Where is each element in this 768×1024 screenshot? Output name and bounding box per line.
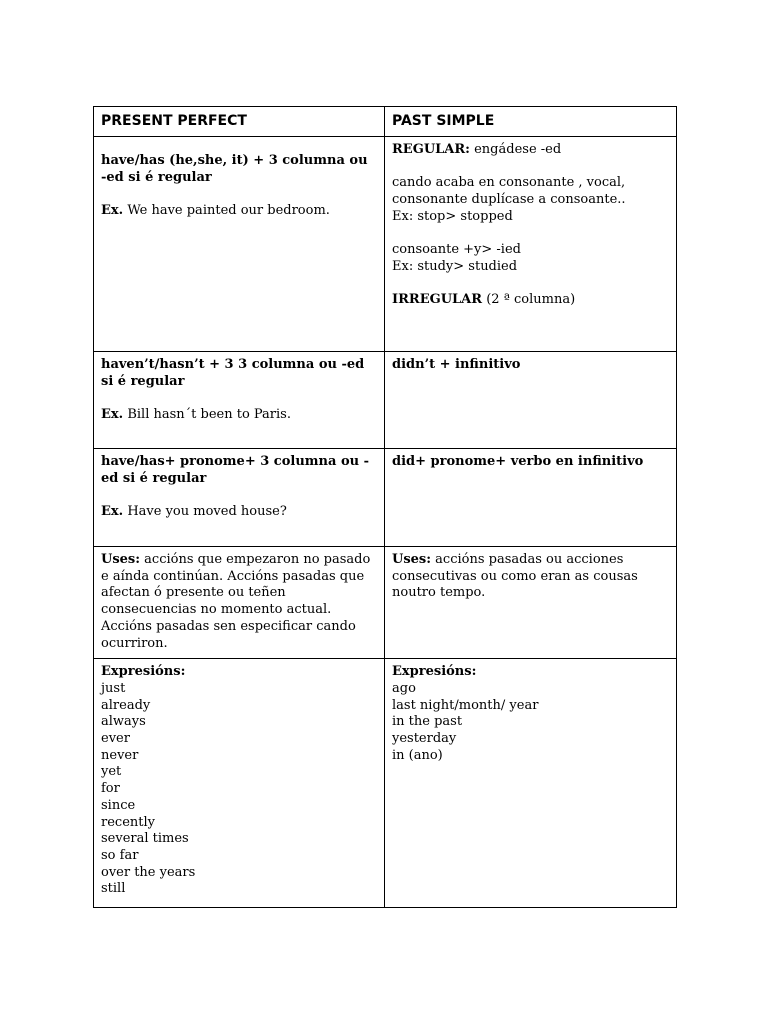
expression-item: in the past [392,714,463,730]
affirmative-pp-formula: have/has (he,she, it) + 3 columna ou -ed si é regular [101,153,368,185]
negative-ps-formula: didn’t + infinitivo [392,357,521,372]
expression-item: last night/month/ year [392,697,539,713]
header-past-simple: PAST SIMPLE [385,107,677,137]
expressions-present-perfect-cell [94,659,385,908]
regular-rule [392,142,669,159]
question-row [94,449,677,547]
uses-past-simple-cell [385,547,677,659]
expression-item: always [101,714,146,730]
question-ps-formula: did+ pronome+ verbo en infinitivo [392,454,644,469]
affirmative-pp-example [101,203,377,220]
question-past-simple-cell [385,449,677,547]
expression-item: already [101,697,151,713]
example-text: Have you moved house? [123,504,287,520]
question-present-perfect-cell [94,449,385,547]
example-text: Bill hasn´t been to Paris. [123,407,291,423]
expression-item: just [101,680,126,696]
example-text: We have painted our bedroom. [123,203,330,219]
example-label: Ex. [101,407,124,423]
grammar-comparison-table [93,106,677,908]
header-present-perfect: PRESENT PERFECT [94,107,385,137]
expression-item: still [101,881,126,897]
irregular-rule [392,292,669,309]
irregular-text: (2 ª columna) [482,292,576,308]
expression-item: recently [101,814,155,830]
regular-text: engádese -ed [469,142,562,157]
expression-item: since [101,797,136,813]
question-pp-example [101,504,377,521]
expression-item: for [101,781,120,797]
table-header-row [94,107,677,137]
negative-row [94,352,677,449]
negative-past-simple-cell [385,352,677,449]
irregular-label: IRREGULAR [392,292,483,308]
expression-item: yet [101,764,122,780]
uses-text: accións pasadas ou acciones consecutivas ou como eran as cousas noutro tempo. [392,552,638,601]
consonant-rule-line-1: cando acaba en consonante , vocal, [392,175,626,191]
affirmative-present-perfect-cell [94,137,385,352]
consonant-rule-line-2: consonante duplícase a consoante.. [392,192,626,208]
expressions-row [94,659,677,908]
example-label: Ex. [101,504,124,520]
expression-item: ever [101,731,130,747]
question-pp-formula: have/has+ pronome+ 3 columna ou -ed si é regular [101,454,369,486]
y-rule-line-2: Ex: study> studied [392,258,518,274]
expression-item: in (ano) [392,747,443,763]
consonant-rule-line-3: Ex: stop> stopped [392,208,513,224]
uses-label: Uses: [101,552,141,567]
uses-row [94,547,677,659]
expression-item: several times [101,831,189,847]
expressions-label: Expresións: [101,664,186,680]
expression-item: never [101,747,139,763]
negative-pp-formula: haven’t/hasn’t + 3 3 columna ou -ed si é regular [101,357,365,389]
expression-item: over the years [101,864,196,880]
uses-text: accións que empezaron no pasado e aínda continúan. Accións pasadas que afectan ó presente ou teñen consecuencias no momento actual. Accións pasadas sen especificar cando ocurriron. [101,552,371,651]
negative-pp-example [101,407,377,424]
expression-item: so far [101,847,139,863]
y-rule-line-1: consoante +y> -ied [392,242,521,258]
regular-label: REGULAR: [392,142,470,157]
expression-item: ago [392,680,416,696]
uses-present-perfect-cell [94,547,385,659]
expression-item: yesterday [392,731,457,747]
expressions-label: Expresións: [392,664,477,680]
affirmative-row [94,137,677,352]
uses-label: Uses: [392,552,432,567]
expressions-past-simple-cell [385,659,677,908]
affirmative-past-simple-cell [385,137,677,352]
example-label: Ex. [101,203,124,219]
negative-present-perfect-cell [94,352,385,449]
